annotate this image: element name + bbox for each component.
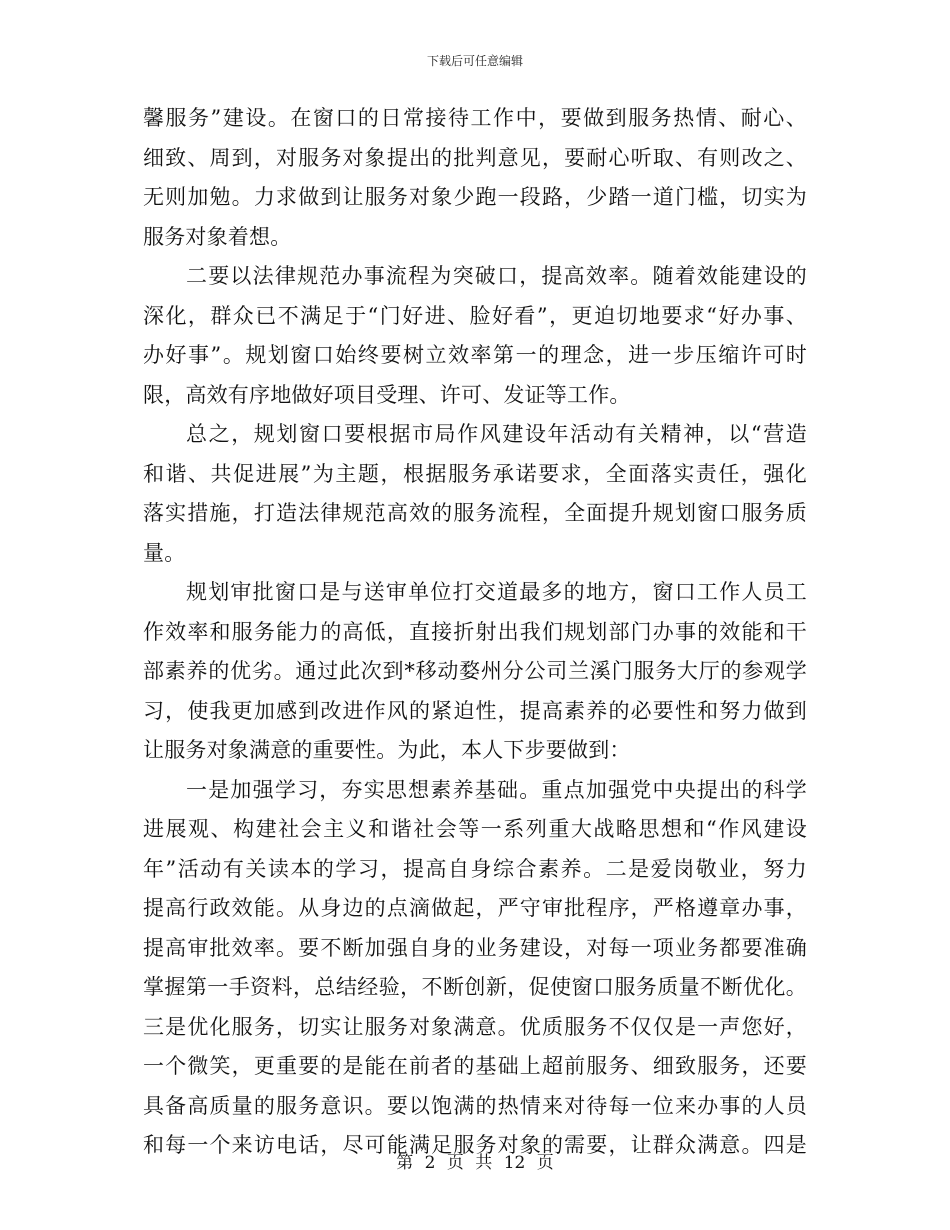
text-line: 服务对象着想。 <box>143 224 292 249</box>
text-line: 习，使我更加感到改进作风的紧迫性，提高素养的必要性和努力做到 <box>143 698 807 723</box>
text-line: 二要以法律规范办事流程为突破口，提高效率。随着效能建设的 <box>186 264 807 288</box>
text-line: 提高审批效率。要不断加强自身的业务建设，对每一项业务都要准确 <box>143 935 807 960</box>
text-line: 和每一个来访电话，尽可能满足服务对象的需要，让群众满意。四是 <box>143 1133 807 1157</box>
text-line: 三是优化服务，切实让服务对象满意。优质服务不仅仅是一声您好， <box>143 1014 807 1039</box>
document-body <box>143 99 807 1166</box>
text-line: 一个微笑，更重要的是能在前者的基础上超前服务、细致服务，还要 <box>143 1054 807 1078</box>
text-line: 无则加勉。力求做到让服务对象少跑一段路，少踏一道门槛，切实为 <box>143 185 807 209</box>
text-line: 总之，规划窗口要根据市局作风建设年活动有关精神，以“营造 <box>186 422 807 446</box>
text-line: 限，高效有序地做好项目受理、许可、发证等工作。 <box>143 382 631 407</box>
text-line: 细致、周到，对服务对象提出的批判意见，要耐心听取、有则改之、 <box>143 145 807 170</box>
text-line: 提高行政效能。从身边的点滴做起，严守审批程序，严格遵章办事， <box>143 896 807 920</box>
text-line: 规划审批窗口是与送审单位打交道最多的地方，窗口工作人员工 <box>186 580 807 604</box>
page-header-note: 下载后可任意编辑 <box>426 54 523 68</box>
text-line: 部素养的优劣。通过此次到*移动婺州分公司兰溪门服务大厅的参观学 <box>143 659 807 683</box>
paragraph <box>143 573 807 771</box>
text-line: 具备高质量的服务意识。要以饱满的热情来对待每一位来办事的人员 <box>143 1093 807 1118</box>
page-number: 第 2 页 共 12 页 <box>396 1153 554 1173</box>
text-line: 一是加强学习，夯实思想素养基础。重点加强党中央提出的科学 <box>186 777 807 802</box>
paragraph <box>143 771 807 1166</box>
text-line: 办好事”。规划窗口始终要树立效率第一的理念，进一步压缩许可时 <box>143 343 807 367</box>
text-line: 深化，群众已不满足于“门好进、脸好看”，更迫切地要求“好办事、 <box>143 303 807 328</box>
text-line: 掌握第一手资料，总结经验，不断创新，促使窗口服务质量不断优化。 <box>143 975 807 999</box>
text-line: 作效率和服务能力的高低，直接折射出我们规划部门办事的效能和干 <box>143 619 807 644</box>
text-line: 让服务对象满意的重要性。为此，本人下步要做到： <box>143 738 631 762</box>
paragraph <box>143 257 807 415</box>
paragraph <box>143 99 807 257</box>
text-line: 落实措施，打造法律规范高效的服务流程，全面提升规划窗口服务质 <box>143 501 807 525</box>
text-line: 量。 <box>143 540 186 565</box>
text-line: 和谐、共促进展”为主题，根据服务承诺要求，全面落实责任，强化 <box>143 461 807 486</box>
text-line: 年”活动有关读本的学习，提高自身综合素养。二是爱岗敬业，努力 <box>143 856 807 881</box>
text-line: 馨服务”建设。在窗口的日常接待工作中，要做到服务热情、耐心、 <box>143 106 807 130</box>
text-line: 进展观、构建社会主义和谐社会等一系列重大战略思想和“作风建设 <box>143 817 807 841</box>
paragraph <box>143 415 807 573</box>
